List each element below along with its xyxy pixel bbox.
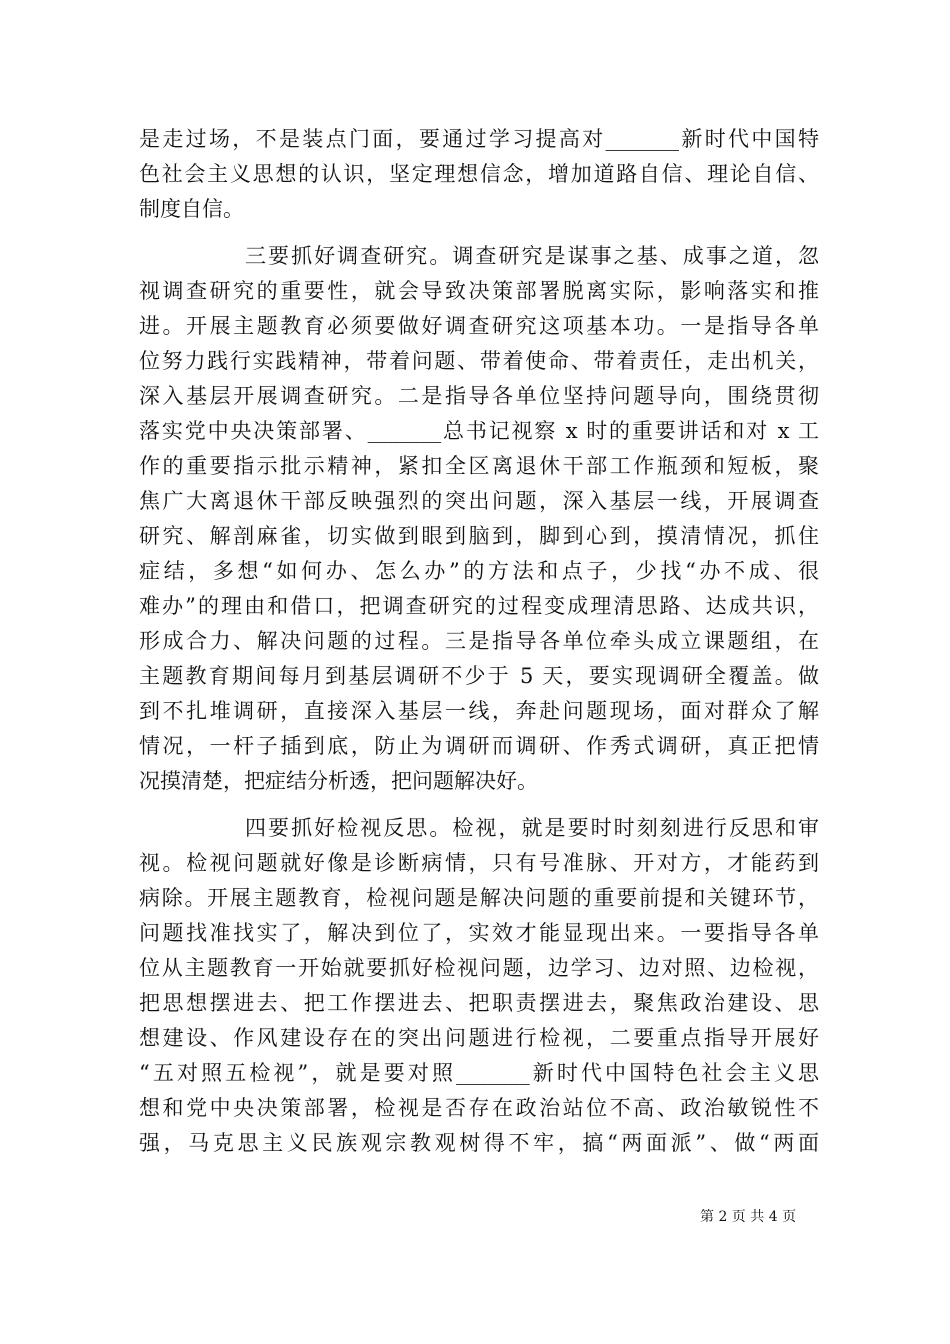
text-line: 位从主题教育一开始就要抓好检视问题，边学习、边对照、边检视， [139, 956, 819, 980]
text-line: 落实党中央决策部署、_______总书记视察 x 时的重要讲话和对 x 工 [139, 419, 819, 443]
text-line: 问题找准找实了，解决到位了，实效才能显现出来。一要指导各单 [139, 921, 819, 945]
text-line: 位努力践行实践精神，带着问题、带着使命、带着责任，走出机关， [139, 349, 819, 373]
text-line: 作的重要指示批示精神，紧扣全区离退休干部工作瓶颈和短板，聚 [139, 454, 819, 478]
text-line: 研究、解剖麻雀，切实做到眼到脑到，脚到心到，摸清情况，抓住 [139, 524, 819, 548]
text-line: 是走过场，不是装点门面，要通过学习提高对_______新时代中国特 [139, 127, 819, 151]
text-line: 想和党中央决策部署，检视是否存在政治站位不高、政治敏锐性不 [139, 1096, 819, 1120]
paragraph-3 [139, 811, 819, 1161]
paragraph-spacing [139, 799, 819, 811]
text-line: 强，马克思主义民族观宗教观树得不牢，搞“两面派”、做“两面 [139, 1131, 819, 1155]
text-line: 症结，多想“如何办、怎么办”的方法和点子，少找“办不成、很 [139, 559, 819, 583]
text-line: 进。开展主题教育必须要做好调查研究这项基本功。一是指导各单 [139, 314, 819, 338]
text-line: 主题教育期间每月到基层调研不少于 5 天，要实现调研全覆盖。做 [139, 664, 819, 688]
paragraph-1 [139, 122, 819, 227]
text-line: 把思想摆进去、把工作摆进去、把职责摆进去，聚焦政治建设、思 [139, 991, 819, 1015]
text-line: 色社会主义思想的认识，坚定理想信念，增加道路自信、理论自信、 [139, 162, 819, 186]
text-line: “五对照五检视”，就是要对照_______新时代中国特色社会主义思 [139, 1061, 819, 1085]
text-line: 深入基层开展调查研究。二是指导各单位坚持问题导向，围绕贯彻 [139, 384, 819, 408]
text-line: 制度自信。 [139, 197, 244, 221]
text-line: 情况，一杆子插到底，防止为调研而调研、作秀式调研，真正把情 [139, 734, 819, 758]
text-line: 三要抓好调查研究。调查研究是谋事之基、成事之道，忽 [245, 244, 819, 268]
text-line: 况摸清楚，把症结分析透，把问题解决好。 [139, 769, 538, 793]
text-line: 形成合力、解决问题的过程。三是指导各单位牵头成立课题组，在 [139, 629, 819, 653]
text-line: 焦广大离退休干部反映强烈的突出问题，深入基层一线，开展调查 [139, 489, 819, 513]
text-line: 病除。开展主题教育，检视问题是解决问题的重要前提和关键环节， [139, 886, 819, 910]
paragraph-spacing [139, 227, 819, 239]
body-text [139, 122, 819, 1161]
text-line: 视。检视问题就好像是诊断病情，只有号准脉、开对方，才能药到 [139, 851, 819, 875]
text-line: 四要抓好检视反思。检视，就是要时时刻刻进行反思和审 [245, 816, 819, 840]
text-line: 难办”的理由和借口，把调查研究的过程变成理清思路、达成共识， [139, 594, 819, 618]
page-number-footer: 第 2 页 共 4 页 [700, 1209, 797, 1225]
text-line: 视调查研究的重要性，就会导致决策部署脱离实际，影响落实和推 [139, 279, 819, 303]
text-line: 想建设、作风建设存在的突出问题进行检视，二要重点指导开展好 [139, 1026, 819, 1050]
text-line: 到不扎堆调研，直接深入基层一线，奔赴问题现场，面对群众了解 [139, 699, 819, 723]
paragraph-2 [139, 239, 819, 799]
